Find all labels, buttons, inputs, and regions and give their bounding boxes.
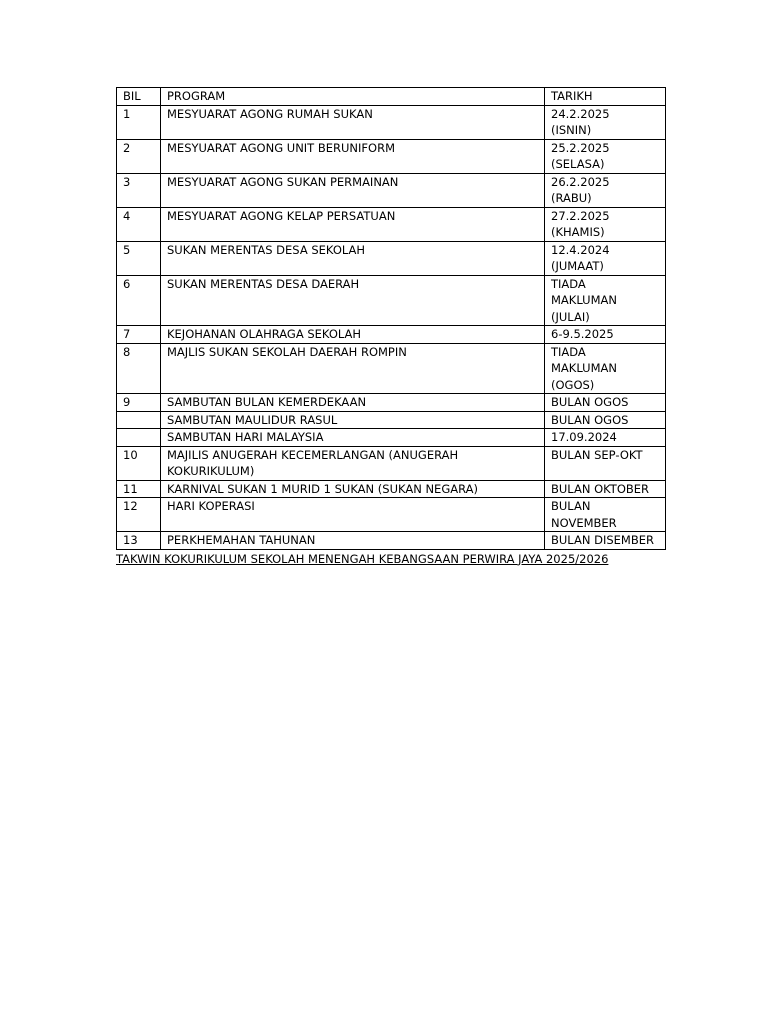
cell-program: MAJLIS SUKAN SEKOLAH DAERAH ROMPIN — [161, 343, 545, 394]
cell-tarikh: BULAN SEP-OKT — [545, 446, 666, 480]
cell-program: PERKHEMAHAN TAHUNAN — [161, 532, 545, 550]
table-row — [117, 411, 666, 429]
cell-program: MESYUARAT AGONG RUMAH SUKAN — [161, 105, 545, 139]
cell-bil: 11 — [117, 480, 161, 498]
cell-tarikh: 27.2.2025 (KHAMIS) — [545, 207, 666, 241]
cell-bil — [117, 411, 161, 429]
cell-tarikh: 6-9.5.2025 — [545, 326, 666, 344]
table-row — [117, 105, 666, 139]
cell-tarikh: TIADA MAKLUMAN (JULAI) — [545, 275, 666, 326]
table-row — [117, 241, 666, 275]
table-row — [117, 480, 666, 498]
table-row — [117, 173, 666, 207]
cell-program: KEJOHANAN OLAHRAGA SEKOLAH — [161, 326, 545, 344]
table-header-row — [117, 88, 666, 106]
document-caption: TAKWIN KOKURIKULUM SEKOLAH MENENGAH KEBANGSAAN PERWIRA JAYA 2025/2026 — [116, 551, 609, 566]
cell-program: MESYUARAT AGONG KELAP PERSATUAN — [161, 207, 545, 241]
cell-program: HARI KOPERASI — [161, 498, 545, 532]
table-row — [117, 498, 666, 532]
cell-program: KARNIVAL SUKAN 1 MURID 1 SUKAN (SUKAN NEGARA) — [161, 480, 545, 498]
table-row — [117, 532, 666, 550]
cell-tarikh: 25.2.2025 (SELASA) — [545, 139, 666, 173]
cell-program: SUKAN MERENTAS DESA DAERAH — [161, 275, 545, 326]
cell-program: MAJILIS ANUGERAH KECEMERLANGAN (ANUGERAH KOKURIKULUM) — [161, 446, 545, 480]
cell-tarikh: 17.09.2024 — [545, 429, 666, 447]
header-bil: BIL — [117, 88, 161, 106]
cell-bil: 2 — [117, 139, 161, 173]
cell-bil — [117, 429, 161, 447]
cell-bil: 1 — [117, 105, 161, 139]
cell-bil: 4 — [117, 207, 161, 241]
table-row — [117, 429, 666, 447]
cell-tarikh: BULAN OGOS — [545, 411, 666, 429]
cell-bil: 13 — [117, 532, 161, 550]
cell-tarikh: 26.2.2025 (RABU) — [545, 173, 666, 207]
cell-tarikh: BULAN DISEMBER — [545, 532, 666, 550]
cell-bil: 9 — [117, 394, 161, 412]
cell-bil: 7 — [117, 326, 161, 344]
header-tarikh: TARIKH — [545, 88, 666, 106]
table-row — [117, 139, 666, 173]
cell-bil: 3 — [117, 173, 161, 207]
cell-bil: 8 — [117, 343, 161, 394]
cell-tarikh: TIADA MAKLUMAN (OGOS) — [545, 343, 666, 394]
cell-bil: 5 — [117, 241, 161, 275]
cell-bil: 6 — [117, 275, 161, 326]
cell-program: SAMBUTAN MAULIDUR RASUL — [161, 411, 545, 429]
header-program: PROGRAM — [161, 88, 545, 106]
cell-program: MESYUARAT AGONG UNIT BERUNIFORM — [161, 139, 545, 173]
cell-bil: 10 — [117, 446, 161, 480]
table-row — [117, 446, 666, 480]
table-row — [117, 326, 666, 344]
cell-program: SAMBUTAN BULAN KEMERDEKAAN — [161, 394, 545, 412]
cell-program: SAMBUTAN HARI MALAYSIA — [161, 429, 545, 447]
document-page — [116, 87, 665, 566]
cell-tarikh: BULAN OKTOBER — [545, 480, 666, 498]
table-row — [117, 343, 666, 394]
cell-tarikh: BULAN OGOS — [545, 394, 666, 412]
takwim-table — [116, 87, 666, 550]
cell-tarikh: BULAN NOVEMBER — [545, 498, 666, 532]
cell-program: SUKAN MERENTAS DESA SEKOLAH — [161, 241, 545, 275]
table-row — [117, 394, 666, 412]
cell-tarikh: 12.4.2024 (JUMAAT) — [545, 241, 666, 275]
cell-bil: 12 — [117, 498, 161, 532]
table-row — [117, 275, 666, 326]
cell-program: MESYUARAT AGONG SUKAN PERMAINAN — [161, 173, 545, 207]
cell-tarikh: 24.2.2025 (ISNIN) — [545, 105, 666, 139]
table-row — [117, 207, 666, 241]
